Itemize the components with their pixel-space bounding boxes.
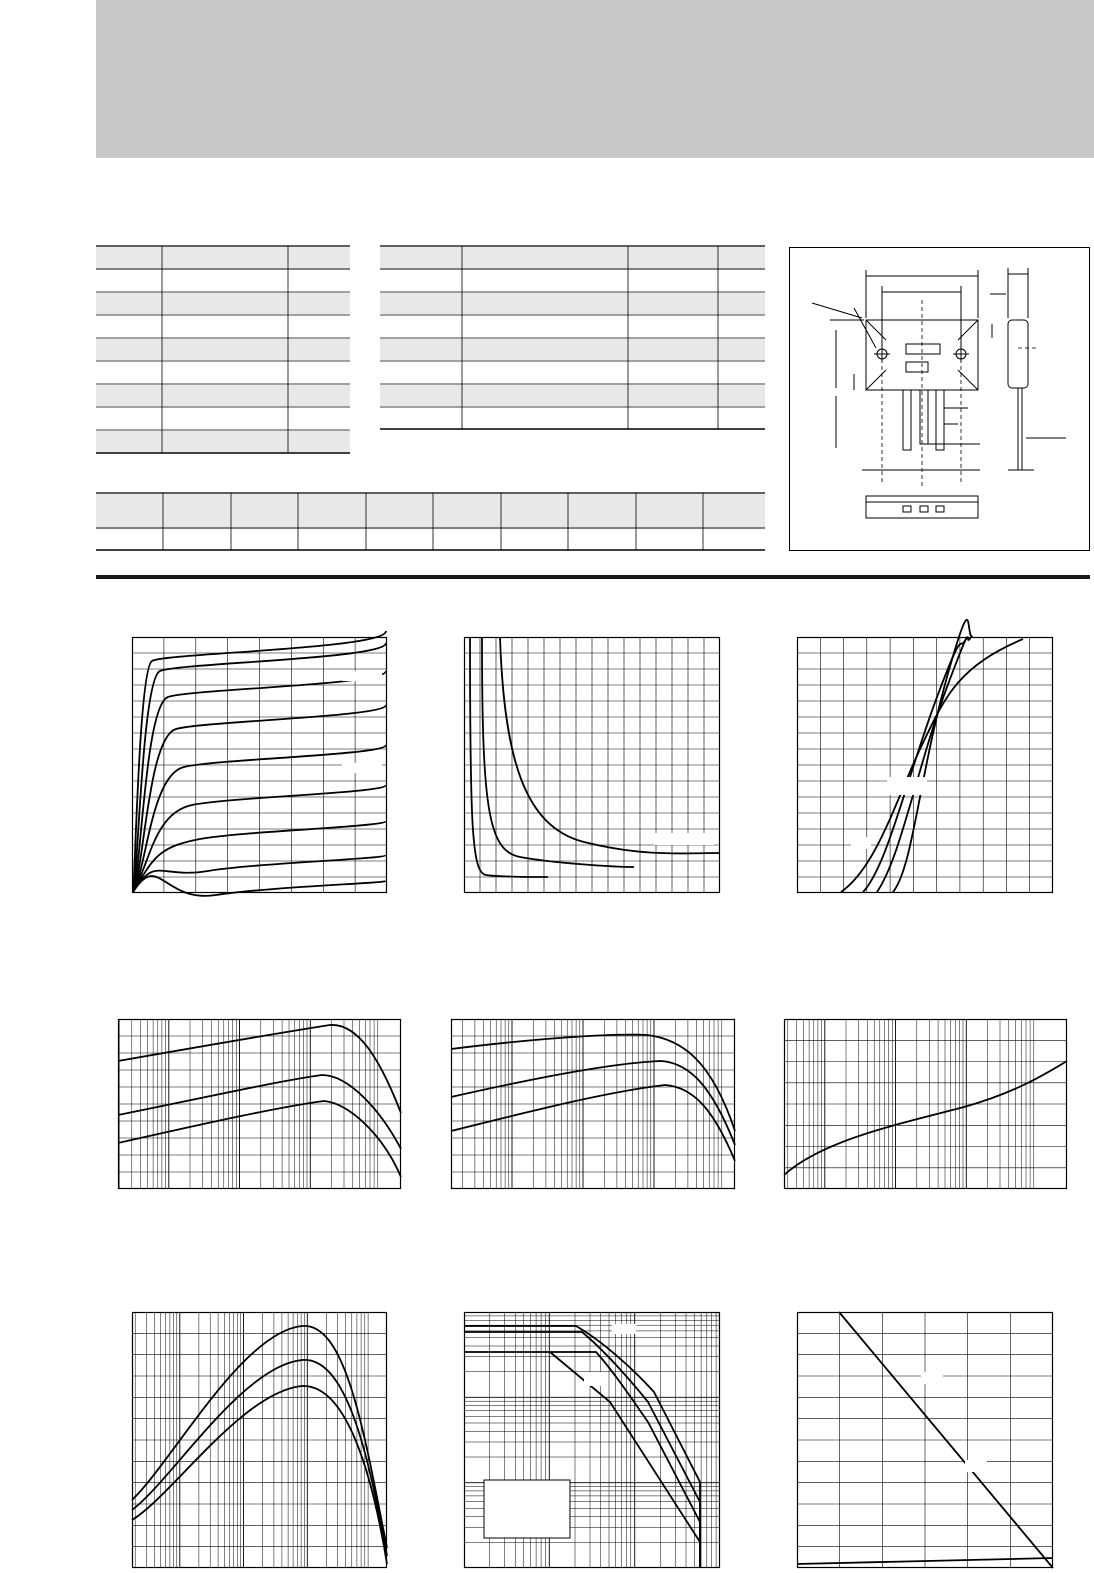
label-gap [584, 1372, 604, 1386]
hfe-curve [451, 1061, 735, 1145]
chart-ic-vbe [797, 637, 1053, 893]
vbe-ic-curve [784, 1061, 1067, 1175]
label-gap [654, 833, 714, 845]
chart-safe-operating-area [464, 1312, 720, 1568]
label-gap [342, 763, 382, 773]
chart-hfe-ic-2-plot [451, 1019, 735, 1189]
chart-vbe-ic [784, 1019, 1067, 1189]
chart-vce-ib-plot [464, 637, 720, 893]
label-gap [887, 777, 927, 795]
vce-ib-curve [482, 637, 634, 867]
section-divider [96, 575, 1090, 579]
chart-ft-ic [132, 1312, 387, 1568]
package-outline-drawing [790, 248, 1089, 550]
header-band [96, 0, 1094, 158]
ft-curve [132, 1386, 387, 1564]
electrical-characteristics-table-grid [380, 245, 766, 433]
chart-hfe-ic-1-plot [118, 1019, 401, 1189]
chart-safe-operating-area-plot [464, 1312, 720, 1568]
hfe-rank-table-grid [96, 492, 766, 554]
chart-hfe-ic-1 [118, 1019, 401, 1189]
hfe-curve [451, 1085, 735, 1161]
chart-pc-ta-plot [797, 1312, 1053, 1568]
chart-hfe-ic-2 [451, 1019, 735, 1189]
label-gap [612, 1324, 636, 1334]
chart-ft-ic-plot [132, 1312, 387, 1568]
absolute-max-ratings-table-grid [96, 245, 351, 457]
label-gap [851, 837, 871, 849]
label-gap [965, 1460, 987, 1472]
ic-vbe-curve [841, 639, 1023, 892]
chart-pc-ta [797, 1312, 1053, 1568]
vce-ib-curve [500, 637, 719, 853]
label-gap [921, 1372, 943, 1384]
hfe-rank-table [96, 492, 766, 554]
ic-vbe-curve [877, 637, 971, 892]
chart-ic-vce-plot [132, 637, 387, 893]
ft-curve [132, 1326, 387, 1548]
ft-curve [132, 1360, 387, 1556]
chart-ic-vbe-plot [797, 637, 1053, 893]
chart-ic-vce [132, 637, 387, 893]
chart-vbe-ic-plot [784, 1019, 1067, 1189]
label-gap [342, 671, 382, 681]
ic-vbe-curve [893, 620, 973, 892]
absolute-max-ratings-table [96, 245, 351, 457]
package-outline-box [789, 247, 1090, 551]
chart-vce-ib [464, 637, 720, 893]
hfe-curve [118, 1025, 401, 1113]
electrical-characteristics-table [380, 245, 766, 433]
hfe-curve [451, 1035, 735, 1131]
soa-legend-box [484, 1480, 570, 1538]
hfe-curve [118, 1101, 401, 1177]
